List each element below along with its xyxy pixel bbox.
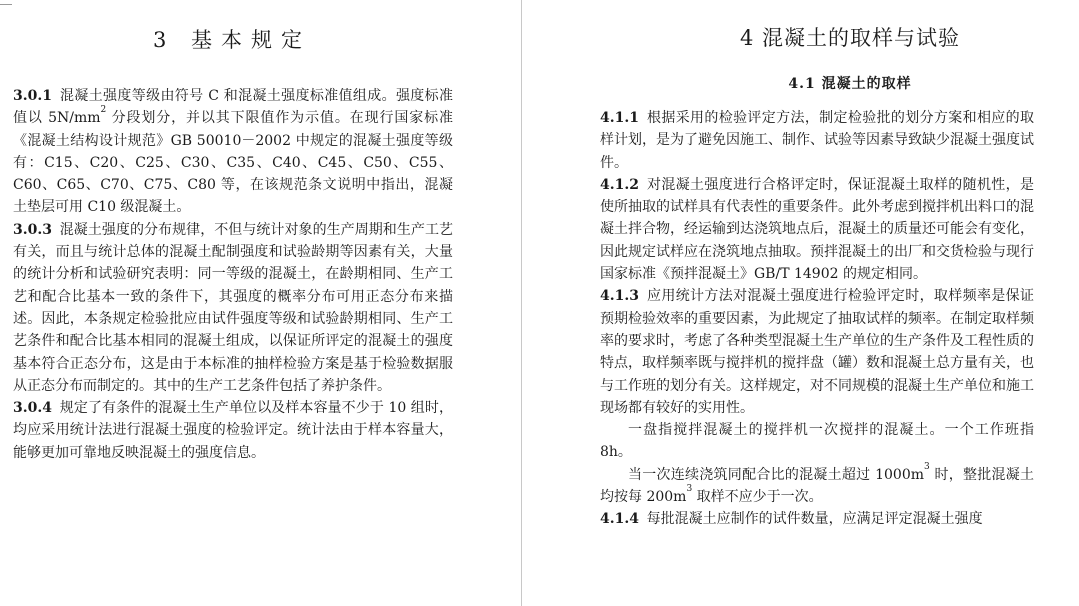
- clause-number: 4.1.2: [600, 176, 639, 193]
- superscript: 2: [100, 105, 107, 116]
- clause-number: 3.0.1: [13, 88, 52, 104]
- superscript: 3: [924, 461, 930, 472]
- batch-definition-note: 一盘指搅拌混凝土的搅拌机一次搅拌的混凝土。一个工作班指 8h。: [600, 422, 1034, 461]
- clause-number: 3.0.3: [13, 221, 52, 238]
- clause-3-0-4: [13, 397, 453, 464]
- right-page-body: [600, 107, 1034, 531]
- continuous-pour-note: [600, 461, 1034, 509]
- clause-4-1-2: [600, 174, 1034, 285]
- note-text: 时，整批混凝土均按每 200m: [600, 466, 1034, 506]
- clause-text: 应用统计方法对混凝土强度进行检验评定时，取样频率是保证预期检验效率的重要因素，为此规定了抽取试样的频率。在制定取样频率的要求时，考虑了各种类型混凝土生产单位的生产条件及工程性质的特点，取样频率既与搅拌机的搅拌盘（罐）数和混凝土总方量有关，也与工作班的划分有关。这样规定，对不同规模的混凝土生产单位和施工现场都有较好的实用性。: [600, 288, 1034, 416]
- left-page: [0, 0, 464, 606]
- clause-text: 对混凝土强度进行合格评定时，保证混凝土取样的随机性，是使所抽取的试样具有代表性的重要条件。此外考虑到搅拌机出料口的混凝土拌合物，经运输到达浇筑地点后，混凝土的质量还可能会有变化，因此规定试样应在浇筑地点抽取。预拌混凝土的出厂和交货检验与现行国家标准《预拌混凝土》GB/T 14902 的规定相同。: [600, 176, 1034, 283]
- clause-text: 根据采用的检验评定方法，制定检验批的划分方案和相应的取样计划，是为了避免因施工、制作、试验等因素导致缺少混凝土强度试件。: [600, 110, 1034, 171]
- clause-4-1-3: [600, 285, 1034, 419]
- page-divider: [521, 0, 522, 606]
- section-4-1-title: 4.1 混凝土的取样: [788, 76, 912, 92]
- clause-number: 4.1.1: [600, 110, 639, 126]
- left-page-body: [13, 85, 453, 464]
- chapter-3-title: 3 基本规定: [152, 28, 312, 52]
- clause-number: 4.1.4: [600, 511, 639, 528]
- chapter-4-title: 4 混凝土的取样与试验: [739, 26, 961, 50]
- right-page: [524, 0, 1079, 606]
- clause-3-0-1: [13, 85, 453, 219]
- clause-number: 4.1.3: [600, 288, 639, 305]
- note-text: 取样不应少于一次。: [692, 489, 823, 506]
- clause-text: 分段划分，并以其下限值作为示值。在现行国家标准《混凝土结构设计规范》GB 50010－2002 中规定的混凝土强度等级有：C15、C20、C25、C30、C35、C40、C45、C50、C55、C60、C65、C70、C75、C80 等，在该规范条文说明中指出，混凝土垫层可用 C10 级混凝土。: [13, 110, 454, 216]
- clause-3-0-3: [13, 219, 453, 397]
- note-text: 当一次连续浇筑同配合比的混凝土超过 1000m: [628, 466, 924, 483]
- clause-4-1-1: [600, 107, 1034, 174]
- clause-4-1-4: [600, 508, 1034, 530]
- clause-text: 混凝土强度等级由符号 C 和混凝土强度标准值组成。强度标准值以 5N/mm: [13, 88, 453, 127]
- clause-text: 每批混凝土应制作的试件数量，应满足评定混凝土强度: [646, 511, 983, 528]
- clause-text: 规定了有条件的混凝土生产单位以及样本容量不少于 10 组时，均应采用统计法进行混凝土强度的检验评定。统计法由于样本容量大，能够更加可靠地反映混凝土的强度信息。: [13, 400, 453, 461]
- superscript: 3: [686, 484, 693, 495]
- clause-text: 混凝土强度的分布规律，不但与统计对象的生产周期和生产工艺有关，而且与统计总体的混凝土配制强度和试验龄期等因素有关，大量的统计分析和试验研究表明：同一等级的混凝土，在龄期相同、生产工艺和配合比基本一致的条件下，其强度的概率分布可用正态分布来描述。因此，本条规定检验批应由试件强度等级和试验龄期相同、生产工艺条件和配合比基本相同的混凝土组成，以保证所评定的混凝土的强度基本符合正态分布，这是由于本标准的抽样检验方案是基于检验数据服从正态分布而制定的。其中的生产工艺条件包括了养护条件。: [13, 221, 453, 394]
- clause-number: 3.0.4: [13, 400, 52, 417]
